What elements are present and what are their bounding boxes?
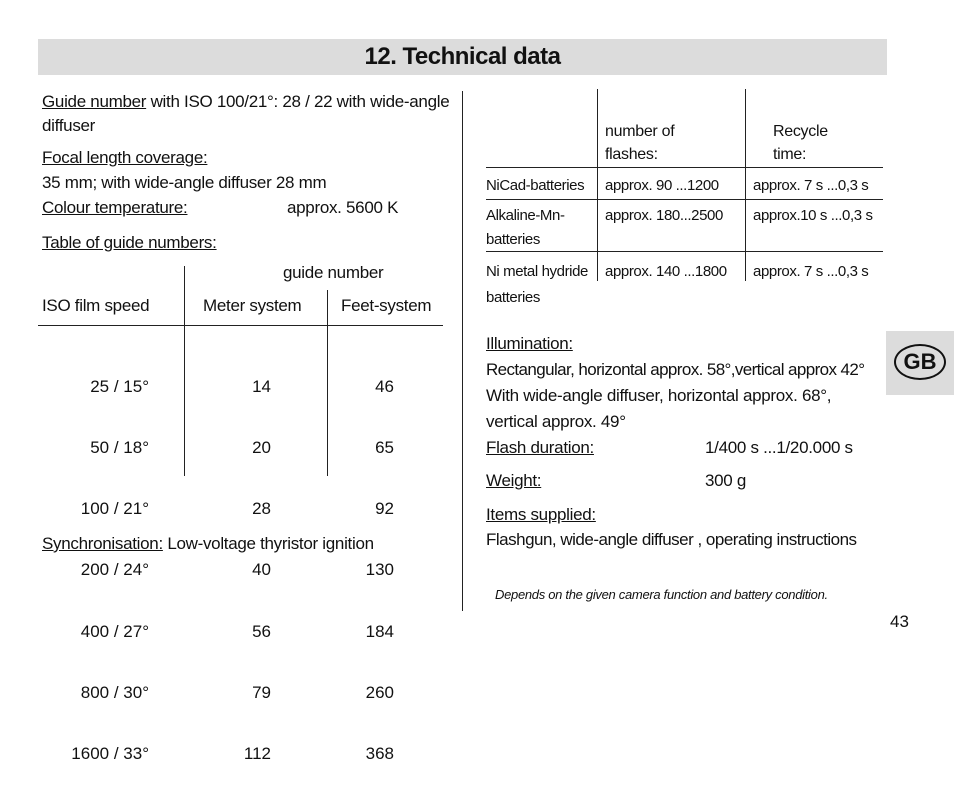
items-label: Items supplied: bbox=[486, 505, 596, 524]
table-divider bbox=[597, 89, 598, 281]
table-cell: 1600 / 33° bbox=[71, 744, 149, 764]
weight-value: 300 g bbox=[705, 471, 747, 490]
battery-flashes: approx. 180...2500 bbox=[605, 207, 723, 224]
table-cell: 20 bbox=[252, 438, 271, 458]
sync-value: Low-voltage thyristor ignition bbox=[162, 534, 374, 553]
guide-number-line bbox=[42, 92, 449, 112]
battery-name-2: batteries bbox=[486, 289, 540, 306]
col-flashes-header-1: number of bbox=[605, 123, 675, 140]
table-cell: 368 bbox=[365, 744, 394, 764]
table-cell: 184 bbox=[365, 621, 394, 641]
table-cell: 40 bbox=[252, 560, 271, 580]
col-meter-header: Meter system bbox=[203, 296, 302, 315]
table-cell: 14 bbox=[252, 376, 271, 396]
table-cell: 400 / 27° bbox=[80, 621, 149, 641]
illumination-line-3: vertical approx. 49° bbox=[486, 412, 626, 431]
guide-number-label: Guide number bbox=[42, 92, 147, 111]
table-divider bbox=[745, 89, 746, 281]
table-cell: 56 bbox=[252, 621, 271, 641]
illumination-label: Illumination: bbox=[486, 334, 573, 353]
table-cell: 92 bbox=[375, 499, 394, 519]
table-divider bbox=[184, 266, 185, 476]
flash-duration-value: 1/400 s ...1/20.000 s bbox=[705, 438, 853, 457]
table-row-rule bbox=[486, 251, 883, 252]
battery-name: NiCad-batteries bbox=[486, 177, 585, 194]
table-divider bbox=[327, 290, 328, 476]
colour-label: Colour temperature: bbox=[42, 198, 188, 217]
title-bar bbox=[38, 39, 887, 75]
table-cell: 25 / 15° bbox=[90, 376, 149, 396]
illumination-line-2: With wide-angle diffuser, horizontal approx. 68°, bbox=[486, 386, 832, 405]
table-cell: 28 bbox=[252, 499, 271, 519]
focal-value: 35 mm; with wide-angle diffuser 28 mm bbox=[42, 173, 327, 192]
battery-recycle: approx. 7 s ...0,3 s bbox=[753, 263, 869, 280]
table-cell: 130 bbox=[365, 560, 394, 580]
table-cell: 200 / 24° bbox=[80, 560, 149, 580]
table-row-rule bbox=[486, 199, 883, 200]
guide-number-text: with ISO 100/21°: 28 / 22 with wide-angle bbox=[146, 92, 450, 111]
table-header-rule bbox=[486, 167, 883, 168]
guide-table-label: Table of guide numbers: bbox=[42, 233, 217, 252]
sync-line bbox=[42, 534, 374, 554]
flash-duration-label: Flash duration: bbox=[486, 438, 594, 457]
feet-column bbox=[350, 336, 394, 805]
guide-number-text-2: diffuser bbox=[42, 116, 96, 135]
colour-value: approx. 5600 K bbox=[287, 198, 399, 217]
battery-name-2: batteries bbox=[486, 231, 540, 248]
battery-recycle: approx. 7 s ...0,3 s bbox=[753, 177, 869, 194]
page-title: 12. Technical data bbox=[364, 43, 561, 70]
focal-label: Focal length coverage: bbox=[42, 148, 208, 167]
col-iso-header: ISO film speed bbox=[42, 296, 150, 315]
table-cell: 79 bbox=[252, 682, 271, 702]
footnote: Depends on the given camera function and battery condition. bbox=[495, 587, 828, 602]
battery-flashes: approx. 90 ...1200 bbox=[605, 177, 719, 194]
iso-column bbox=[50, 336, 149, 805]
col-recycle-header-1: Recycle bbox=[773, 123, 828, 140]
battery-name: Ni metal hydride bbox=[486, 263, 588, 280]
table-cell: 100 / 21° bbox=[80, 499, 149, 519]
meter-column bbox=[230, 336, 271, 805]
weight-label: Weight: bbox=[486, 471, 542, 490]
col-flashes-header-2: flashes: bbox=[605, 146, 658, 163]
table-cell: 112 bbox=[243, 744, 271, 764]
table-cell: 65 bbox=[375, 438, 394, 458]
guide-number-header: guide number bbox=[283, 263, 384, 282]
items-value: Flashgun, wide-angle diffuser , operating instructions bbox=[486, 530, 857, 549]
table-header-rule bbox=[38, 325, 443, 326]
table-cell: 46 bbox=[375, 376, 394, 396]
language-badge: GB bbox=[894, 344, 946, 380]
col-feet-header: Feet-system bbox=[341, 296, 432, 315]
battery-name: Alkaline-Mn- bbox=[486, 207, 565, 224]
illumination-line-1: Rectangular, horizontal approx. 58°,vertical approx 42° bbox=[486, 360, 865, 379]
language-tab bbox=[886, 331, 954, 395]
column-divider bbox=[462, 91, 463, 611]
table-cell: 50 / 18° bbox=[90, 438, 149, 458]
table-cell: 260 bbox=[365, 682, 394, 702]
table-cell: 800 / 30° bbox=[80, 682, 149, 702]
battery-recycle: approx.10 s ...0,3 s bbox=[753, 207, 873, 224]
col-recycle-header-2: time: bbox=[773, 146, 807, 163]
sync-label: Synchronisation: bbox=[42, 534, 163, 553]
battery-flashes: approx. 140 ...1800 bbox=[605, 263, 727, 280]
page-number: 43 bbox=[890, 612, 909, 631]
